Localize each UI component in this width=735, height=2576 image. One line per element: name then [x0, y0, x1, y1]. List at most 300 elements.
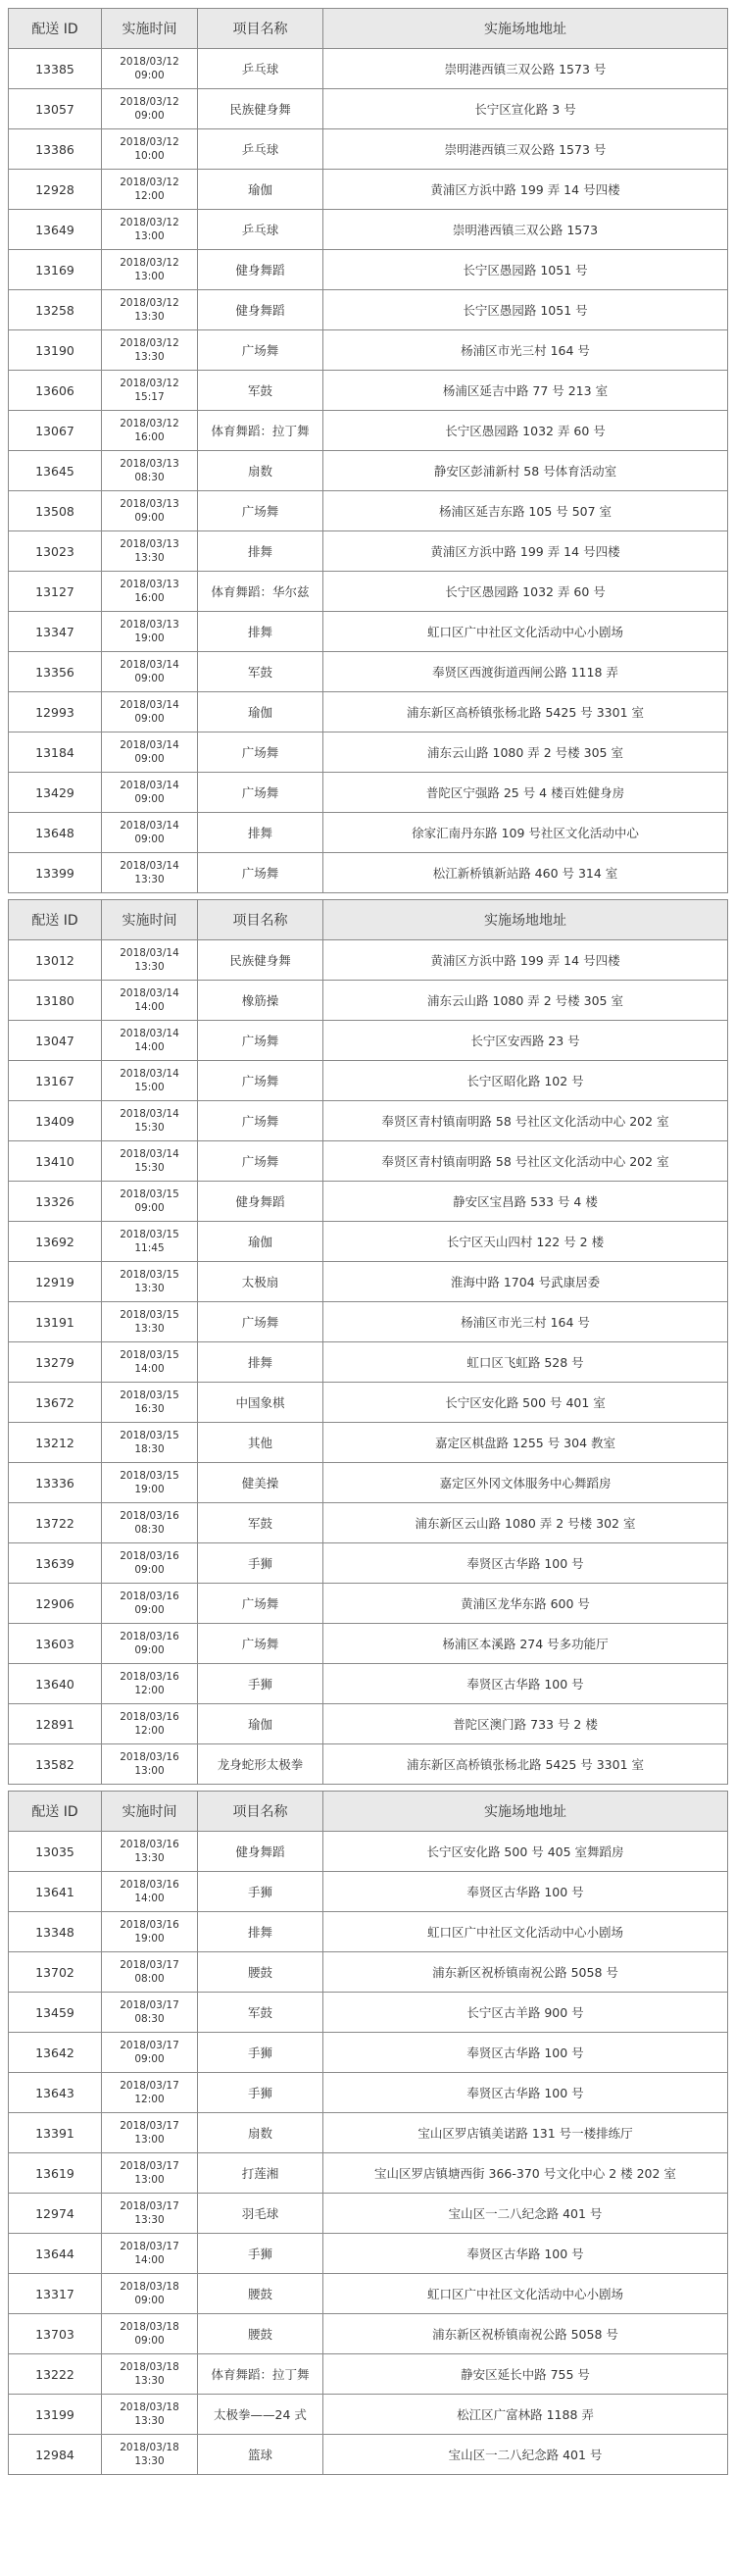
cell-date: 2018/03/12	[120, 136, 179, 148]
cell-address: 崇明港西镇三双公路 1573	[323, 210, 728, 250]
cell-time	[102, 290, 198, 330]
cell-address: 宝山区一二八纪念路 401 号	[323, 2194, 728, 2234]
cell-id: 13190	[9, 330, 102, 371]
cell-time	[102, 1182, 198, 1222]
cell-item: 篮球	[198, 2435, 323, 2475]
cell-id: 13645	[9, 451, 102, 491]
cell-date: 2018/03/18	[120, 2361, 179, 2373]
cell-item: 军鼓	[198, 1503, 323, 1543]
cell-id: 13644	[9, 2234, 102, 2274]
cell-id: 13386	[9, 129, 102, 170]
cell-time	[102, 1061, 198, 1101]
table-row	[9, 652, 728, 692]
cell-id: 13180	[9, 981, 102, 1021]
table-row	[9, 129, 728, 170]
cell-clock: 13:30	[134, 552, 165, 564]
cell-id: 13429	[9, 773, 102, 813]
cell-id: 13642	[9, 2033, 102, 2073]
cell-date: 2018/03/18	[120, 2281, 179, 2293]
cell-address: 杨浦区延吉中路 77 号 213 室	[323, 371, 728, 411]
cell-item: 排舞	[198, 813, 323, 853]
cell-address: 长宁区安西路 23 号	[323, 1021, 728, 1061]
cell-address: 浦东新区祝桥镇南祝公路 5058 号	[323, 2314, 728, 2354]
cell-clock: 13:00	[134, 271, 165, 282]
cell-id: 13582	[9, 1744, 102, 1785]
cell-id: 13035	[9, 1832, 102, 1872]
cell-address: 宝山区罗店镇美诺路 131 号一楼排练厅	[323, 2113, 728, 2153]
cell-address: 浦东云山路 1080 弄 2 号楼 305 室	[323, 732, 728, 773]
cell-date: 2018/03/14	[120, 780, 179, 791]
cell-date: 2018/03/12	[120, 337, 179, 349]
cell-time	[102, 612, 198, 652]
table-row	[9, 1664, 728, 1704]
cell-clock: 14:00	[134, 1893, 165, 1904]
cell-item: 广场舞	[198, 1624, 323, 1664]
cell-date: 2018/03/14	[120, 739, 179, 751]
table-row	[9, 49, 728, 89]
cell-time	[102, 1664, 198, 1704]
table-header-row	[9, 9, 728, 49]
cell-item: 乒乓球	[198, 129, 323, 170]
cell-clock: 08:30	[134, 2013, 165, 2025]
cell-clock: 16:30	[134, 1403, 165, 1415]
cell-address: 奉贤区古华路 100 号	[323, 1872, 728, 1912]
table-row	[9, 2395, 728, 2435]
cell-date: 2018/03/14	[120, 820, 179, 832]
cell-id: 13508	[9, 491, 102, 531]
cell-clock: 13:30	[134, 1283, 165, 1294]
table-row	[9, 2033, 728, 2073]
cell-id: 13067	[9, 411, 102, 451]
table-row	[9, 1744, 728, 1785]
cell-id: 12919	[9, 1262, 102, 1302]
table-row	[9, 2234, 728, 2274]
table-row	[9, 250, 728, 290]
cell-address: 杨浦区市光三村 164 号	[323, 1302, 728, 1342]
cell-time	[102, 2234, 198, 2274]
cell-date: 2018/03/16	[120, 1631, 179, 1642]
cell-item: 橡筋操	[198, 981, 323, 1021]
cell-clock: 14:00	[134, 1363, 165, 1375]
table-row	[9, 1423, 728, 1463]
cell-clock: 09:00	[134, 512, 165, 524]
cell-date: 2018/03/14	[120, 947, 179, 959]
cell-clock: 19:00	[134, 632, 165, 644]
cell-address: 黄浦区方浜中路 199 弄 14 号四楼	[323, 940, 728, 981]
cell-id: 13184	[9, 732, 102, 773]
table-row	[9, 2113, 728, 2153]
cell-address: 静安区宝昌路 533 号 4 楼	[323, 1182, 728, 1222]
cell-item: 腰鼓	[198, 2314, 323, 2354]
cell-time	[102, 2395, 198, 2435]
cell-item: 健美操	[198, 1463, 323, 1503]
table-row	[9, 1342, 728, 1383]
cell-clock: 09:00	[134, 1644, 165, 1656]
cell-id: 12928	[9, 170, 102, 210]
cell-clock: 13:30	[134, 874, 165, 885]
cell-clock: 19:00	[134, 1484, 165, 1495]
table-row	[9, 1141, 728, 1182]
cell-time	[102, 330, 198, 371]
header-id: 配送 ID	[9, 900, 102, 940]
cell-address: 长宁区安化路 500 号 405 室舞蹈房	[323, 1832, 728, 1872]
cell-address: 普陀区宁强路 25 号 4 楼百姓健身房	[323, 773, 728, 813]
table-row	[9, 1101, 728, 1141]
cell-date: 2018/03/17	[120, 2241, 179, 2252]
table-row	[9, 981, 728, 1021]
cell-date: 2018/03/14	[120, 1068, 179, 1080]
table-row	[9, 2073, 728, 2113]
cell-item: 健身舞蹈	[198, 1182, 323, 1222]
cell-id: 13279	[9, 1342, 102, 1383]
cell-address: 长宁区愚园路 1032 弄 60 号	[323, 572, 728, 612]
cell-id: 13640	[9, 1664, 102, 1704]
cell-date: 2018/03/17	[120, 2120, 179, 2132]
cell-item: 中国象棋	[198, 1383, 323, 1423]
cell-item: 扇数	[198, 2113, 323, 2153]
schedule-table-2	[8, 899, 728, 1785]
cell-time	[102, 2274, 198, 2314]
table-row	[9, 491, 728, 531]
cell-id: 13356	[9, 652, 102, 692]
cell-item: 广场舞	[198, 1302, 323, 1342]
cell-time	[102, 1952, 198, 1993]
cell-id: 12993	[9, 692, 102, 732]
cell-id: 13212	[9, 1423, 102, 1463]
cell-address: 松江区广富林路 1188 弄	[323, 2395, 728, 2435]
cell-id: 13012	[9, 940, 102, 981]
cell-clock: 15:30	[134, 1122, 165, 1134]
cell-id: 13348	[9, 1912, 102, 1952]
table-row	[9, 1624, 728, 1664]
cell-date: 2018/03/12	[120, 177, 179, 188]
cell-item: 瑜伽	[198, 170, 323, 210]
cell-item: 军鼓	[198, 1993, 323, 2033]
cell-time	[102, 1872, 198, 1912]
cell-date: 2018/03/16	[120, 1591, 179, 1602]
cell-id: 13672	[9, 1383, 102, 1423]
cell-item: 排舞	[198, 1342, 323, 1383]
table-row	[9, 2194, 728, 2234]
cell-address: 徐家汇南丹东路 109 号社区文化活动中心	[323, 813, 728, 853]
cell-time	[102, 813, 198, 853]
cell-address: 浦东新区高桥镇张杨北路 5425 号 3301 室	[323, 1744, 728, 1785]
table-row	[9, 692, 728, 732]
cell-clock: 10:00	[134, 150, 165, 162]
cell-date: 2018/03/16	[120, 1919, 179, 1931]
cell-address: 淮海中路 1704 号武康居委	[323, 1262, 728, 1302]
cell-address: 虹口区广中社区文化活动中心小剧场	[323, 2274, 728, 2314]
cell-time	[102, 692, 198, 732]
cell-clock: 09:00	[134, 110, 165, 122]
cell-clock: 13:00	[134, 2174, 165, 2186]
cell-date: 2018/03/16	[120, 1711, 179, 1723]
cell-id: 13641	[9, 1872, 102, 1912]
cell-clock: 08:00	[134, 1973, 165, 1985]
cell-id: 13399	[9, 853, 102, 893]
table-header-row	[9, 900, 728, 940]
cell-address: 黄浦区方浜中路 199 弄 14 号四楼	[323, 531, 728, 572]
cell-item: 瑜伽	[198, 1222, 323, 1262]
cell-date: 2018/03/13	[120, 538, 179, 550]
cell-address: 长宁区愚园路 1051 号	[323, 250, 728, 290]
cell-clock: 13:30	[134, 2375, 165, 2387]
table-row	[9, 1383, 728, 1423]
cell-address: 奉贤区古华路 100 号	[323, 1543, 728, 1584]
cell-clock: 12:00	[134, 2094, 165, 2105]
header-time: 实施时间	[102, 900, 198, 940]
table-row	[9, 1061, 728, 1101]
table-row	[9, 371, 728, 411]
cell-address: 浦东新区高桥镇张杨北路 5425 号 3301 室	[323, 692, 728, 732]
table-row	[9, 1543, 728, 1584]
cell-clock: 13:00	[134, 2134, 165, 2146]
cell-item: 广场舞	[198, 1061, 323, 1101]
cell-clock: 09:00	[134, 673, 165, 684]
cell-address: 长宁区愚园路 1051 号	[323, 290, 728, 330]
table-row	[9, 330, 728, 371]
cell-id: 13191	[9, 1302, 102, 1342]
cell-address: 嘉定区外冈文体服务中心舞蹈房	[323, 1463, 728, 1503]
cell-id: 12974	[9, 2194, 102, 2234]
header-address: 实施场地地址	[323, 1792, 728, 1832]
cell-item: 手狮	[198, 2073, 323, 2113]
cell-date: 2018/03/13	[120, 458, 179, 470]
cell-time	[102, 1101, 198, 1141]
cell-time	[102, 732, 198, 773]
schedule-page	[0, 8, 735, 2576]
schedule-table-1	[8, 8, 728, 893]
cell-item: 手狮	[198, 2234, 323, 2274]
cell-address: 长宁区天山四村 122 号 2 楼	[323, 1222, 728, 1262]
cell-clock: 11:45	[134, 1242, 165, 1254]
cell-item: 健身舞蹈	[198, 250, 323, 290]
table-row	[9, 1952, 728, 1993]
cell-time	[102, 1704, 198, 1744]
cell-time	[102, 652, 198, 692]
cell-date: 2018/03/15	[120, 1309, 179, 1321]
cell-item: 军鼓	[198, 371, 323, 411]
header-id: 配送 ID	[9, 9, 102, 49]
cell-item: 广场舞	[198, 732, 323, 773]
cell-item: 羽毛球	[198, 2194, 323, 2234]
schedule-table-3	[8, 1791, 728, 2475]
cell-address: 杨浦区延吉东路 105 号 507 室	[323, 491, 728, 531]
table-row	[9, 1584, 728, 1624]
cell-time	[102, 1463, 198, 1503]
cell-id: 13619	[9, 2153, 102, 2194]
cell-date: 2018/03/14	[120, 987, 179, 999]
cell-id: 13606	[9, 371, 102, 411]
cell-date: 2018/03/12	[120, 96, 179, 108]
cell-time	[102, 853, 198, 893]
cell-date: 2018/03/14	[120, 1148, 179, 1160]
cell-id: 13643	[9, 2073, 102, 2113]
cell-clock: 09:00	[134, 2295, 165, 2306]
table-row	[9, 2354, 728, 2395]
cell-date: 2018/03/15	[120, 1389, 179, 1401]
cell-id: 13258	[9, 290, 102, 330]
cell-item: 手狮	[198, 2033, 323, 2073]
table-row	[9, 853, 728, 893]
cell-time	[102, 2033, 198, 2073]
cell-id: 13199	[9, 2395, 102, 2435]
cell-item: 手狮	[198, 1664, 323, 1704]
cell-clock: 14:00	[134, 1041, 165, 1053]
cell-time	[102, 49, 198, 89]
header-address: 实施场地地址	[323, 9, 728, 49]
cell-time	[102, 2194, 198, 2234]
cell-time	[102, 1912, 198, 1952]
cell-address: 崇明港西镇三双公路 1573 号	[323, 49, 728, 89]
header-id: 配送 ID	[9, 1792, 102, 1832]
cell-address: 长宁区安化路 500 号 401 室	[323, 1383, 728, 1423]
cell-item: 健身舞蹈	[198, 1832, 323, 1872]
cell-id: 13703	[9, 2314, 102, 2354]
cell-address: 长宁区昭化路 102 号	[323, 1061, 728, 1101]
cell-date: 2018/03/14	[120, 699, 179, 711]
cell-date: 2018/03/15	[120, 1229, 179, 1240]
cell-date: 2018/03/17	[120, 2040, 179, 2051]
table-row	[9, 1222, 728, 1262]
cell-item: 民族健身舞	[198, 89, 323, 129]
cell-clock: 09:00	[134, 793, 165, 805]
table-row	[9, 1503, 728, 1543]
cell-clock: 09:00	[134, 713, 165, 725]
table-row	[9, 732, 728, 773]
table-row	[9, 1912, 728, 1952]
cell-id: 13317	[9, 2274, 102, 2314]
cell-item: 广场舞	[198, 1584, 323, 1624]
cell-time	[102, 491, 198, 531]
cell-date: 2018/03/16	[120, 1879, 179, 1891]
cell-item: 太极拳——24 式	[198, 2395, 323, 2435]
cell-item: 扇数	[198, 451, 323, 491]
cell-item: 瑜伽	[198, 692, 323, 732]
cell-id: 13391	[9, 2113, 102, 2153]
cell-item: 排舞	[198, 612, 323, 652]
table-row	[9, 411, 728, 451]
cell-date: 2018/03/12	[120, 257, 179, 269]
cell-clock: 09:00	[134, 2335, 165, 2347]
cell-date: 2018/03/12	[120, 297, 179, 309]
cell-id: 13169	[9, 250, 102, 290]
cell-id: 13336	[9, 1463, 102, 1503]
cell-id: 12906	[9, 1584, 102, 1624]
cell-item: 广场舞	[198, 853, 323, 893]
cell-clock: 19:00	[134, 1933, 165, 1945]
cell-id: 13639	[9, 1543, 102, 1584]
table-row	[9, 2153, 728, 2194]
cell-address: 杨浦区本溪路 274 号多功能厅	[323, 1624, 728, 1664]
cell-clock: 12:00	[134, 1685, 165, 1696]
cell-item: 广场舞	[198, 1101, 323, 1141]
table-row	[9, 773, 728, 813]
cell-clock: 08:30	[134, 472, 165, 483]
cell-item: 广场舞	[198, 773, 323, 813]
cell-time	[102, 170, 198, 210]
cell-date: 2018/03/14	[120, 1028, 179, 1039]
cell-item: 腰鼓	[198, 2274, 323, 2314]
cell-address: 松江新桥镇新站路 460 号 314 室	[323, 853, 728, 893]
cell-clock: 14:00	[134, 1001, 165, 1013]
table-row	[9, 572, 728, 612]
cell-time	[102, 89, 198, 129]
cell-id: 13167	[9, 1061, 102, 1101]
cell-address: 黄浦区方浜中路 199 弄 14 号四楼	[323, 170, 728, 210]
cell-time	[102, 1543, 198, 1584]
header-time: 实施时间	[102, 1792, 198, 1832]
cell-address: 虹口区广中社区文化活动中心小剧场	[323, 612, 728, 652]
cell-time	[102, 531, 198, 572]
cell-item: 手狮	[198, 1543, 323, 1584]
cell-date: 2018/03/17	[120, 2080, 179, 2092]
cell-clock: 13:30	[134, 961, 165, 973]
cell-item: 体育舞蹈：拉丁舞	[198, 2354, 323, 2395]
cell-date: 2018/03/14	[120, 1108, 179, 1120]
cell-date: 2018/03/12	[120, 418, 179, 429]
cell-time	[102, 2354, 198, 2395]
cell-date: 2018/03/15	[120, 1470, 179, 1482]
cell-item: 广场舞	[198, 330, 323, 371]
cell-item: 体育舞蹈：华尔兹	[198, 572, 323, 612]
cell-clock: 09:00	[134, 1202, 165, 1214]
cell-id: 13702	[9, 1952, 102, 1993]
cell-date: 2018/03/16	[120, 1671, 179, 1683]
cell-id: 13047	[9, 1021, 102, 1061]
cell-address: 奉贤区青村镇南明路 58 号社区文化活动中心 202 室	[323, 1141, 728, 1182]
cell-clock: 13:00	[134, 1765, 165, 1777]
cell-item: 打莲湘	[198, 2153, 323, 2194]
cell-clock: 13:30	[134, 2415, 165, 2427]
cell-time	[102, 2314, 198, 2354]
cell-item: 排舞	[198, 531, 323, 572]
cell-time	[102, 1141, 198, 1182]
cell-date: 2018/03/14	[120, 860, 179, 872]
table-row	[9, 940, 728, 981]
cell-time	[102, 2435, 198, 2475]
cell-id: 13649	[9, 210, 102, 250]
cell-item: 健身舞蹈	[198, 290, 323, 330]
table-row	[9, 531, 728, 572]
cell-time	[102, 411, 198, 451]
table-row	[9, 1182, 728, 1222]
cell-clock: 09:00	[134, 1564, 165, 1576]
cell-id: 13603	[9, 1624, 102, 1664]
cell-clock: 16:00	[134, 431, 165, 443]
cell-clock: 13:30	[134, 351, 165, 363]
table-row	[9, 1872, 728, 1912]
cell-address: 长宁区古羊路 900 号	[323, 1993, 728, 2033]
cell-time	[102, 1302, 198, 1342]
cell-clock: 13:30	[134, 2214, 165, 2226]
cell-clock: 08:30	[134, 1524, 165, 1536]
cell-date: 2018/03/16	[120, 1510, 179, 1522]
cell-clock: 14:00	[134, 2254, 165, 2266]
cell-date: 2018/03/14	[120, 659, 179, 671]
cell-id: 13459	[9, 1993, 102, 2033]
cell-id: 13722	[9, 1503, 102, 1543]
table-row	[9, 290, 728, 330]
table-row	[9, 1993, 728, 2033]
cell-id: 13127	[9, 572, 102, 612]
cell-time	[102, 1222, 198, 1262]
cell-address: 崇明港西镇三双公路 1573 号	[323, 129, 728, 170]
cell-item: 腰鼓	[198, 1952, 323, 1993]
table-row	[9, 2435, 728, 2475]
cell-item: 其他	[198, 1423, 323, 1463]
cell-clock: 09:00	[134, 2053, 165, 2065]
